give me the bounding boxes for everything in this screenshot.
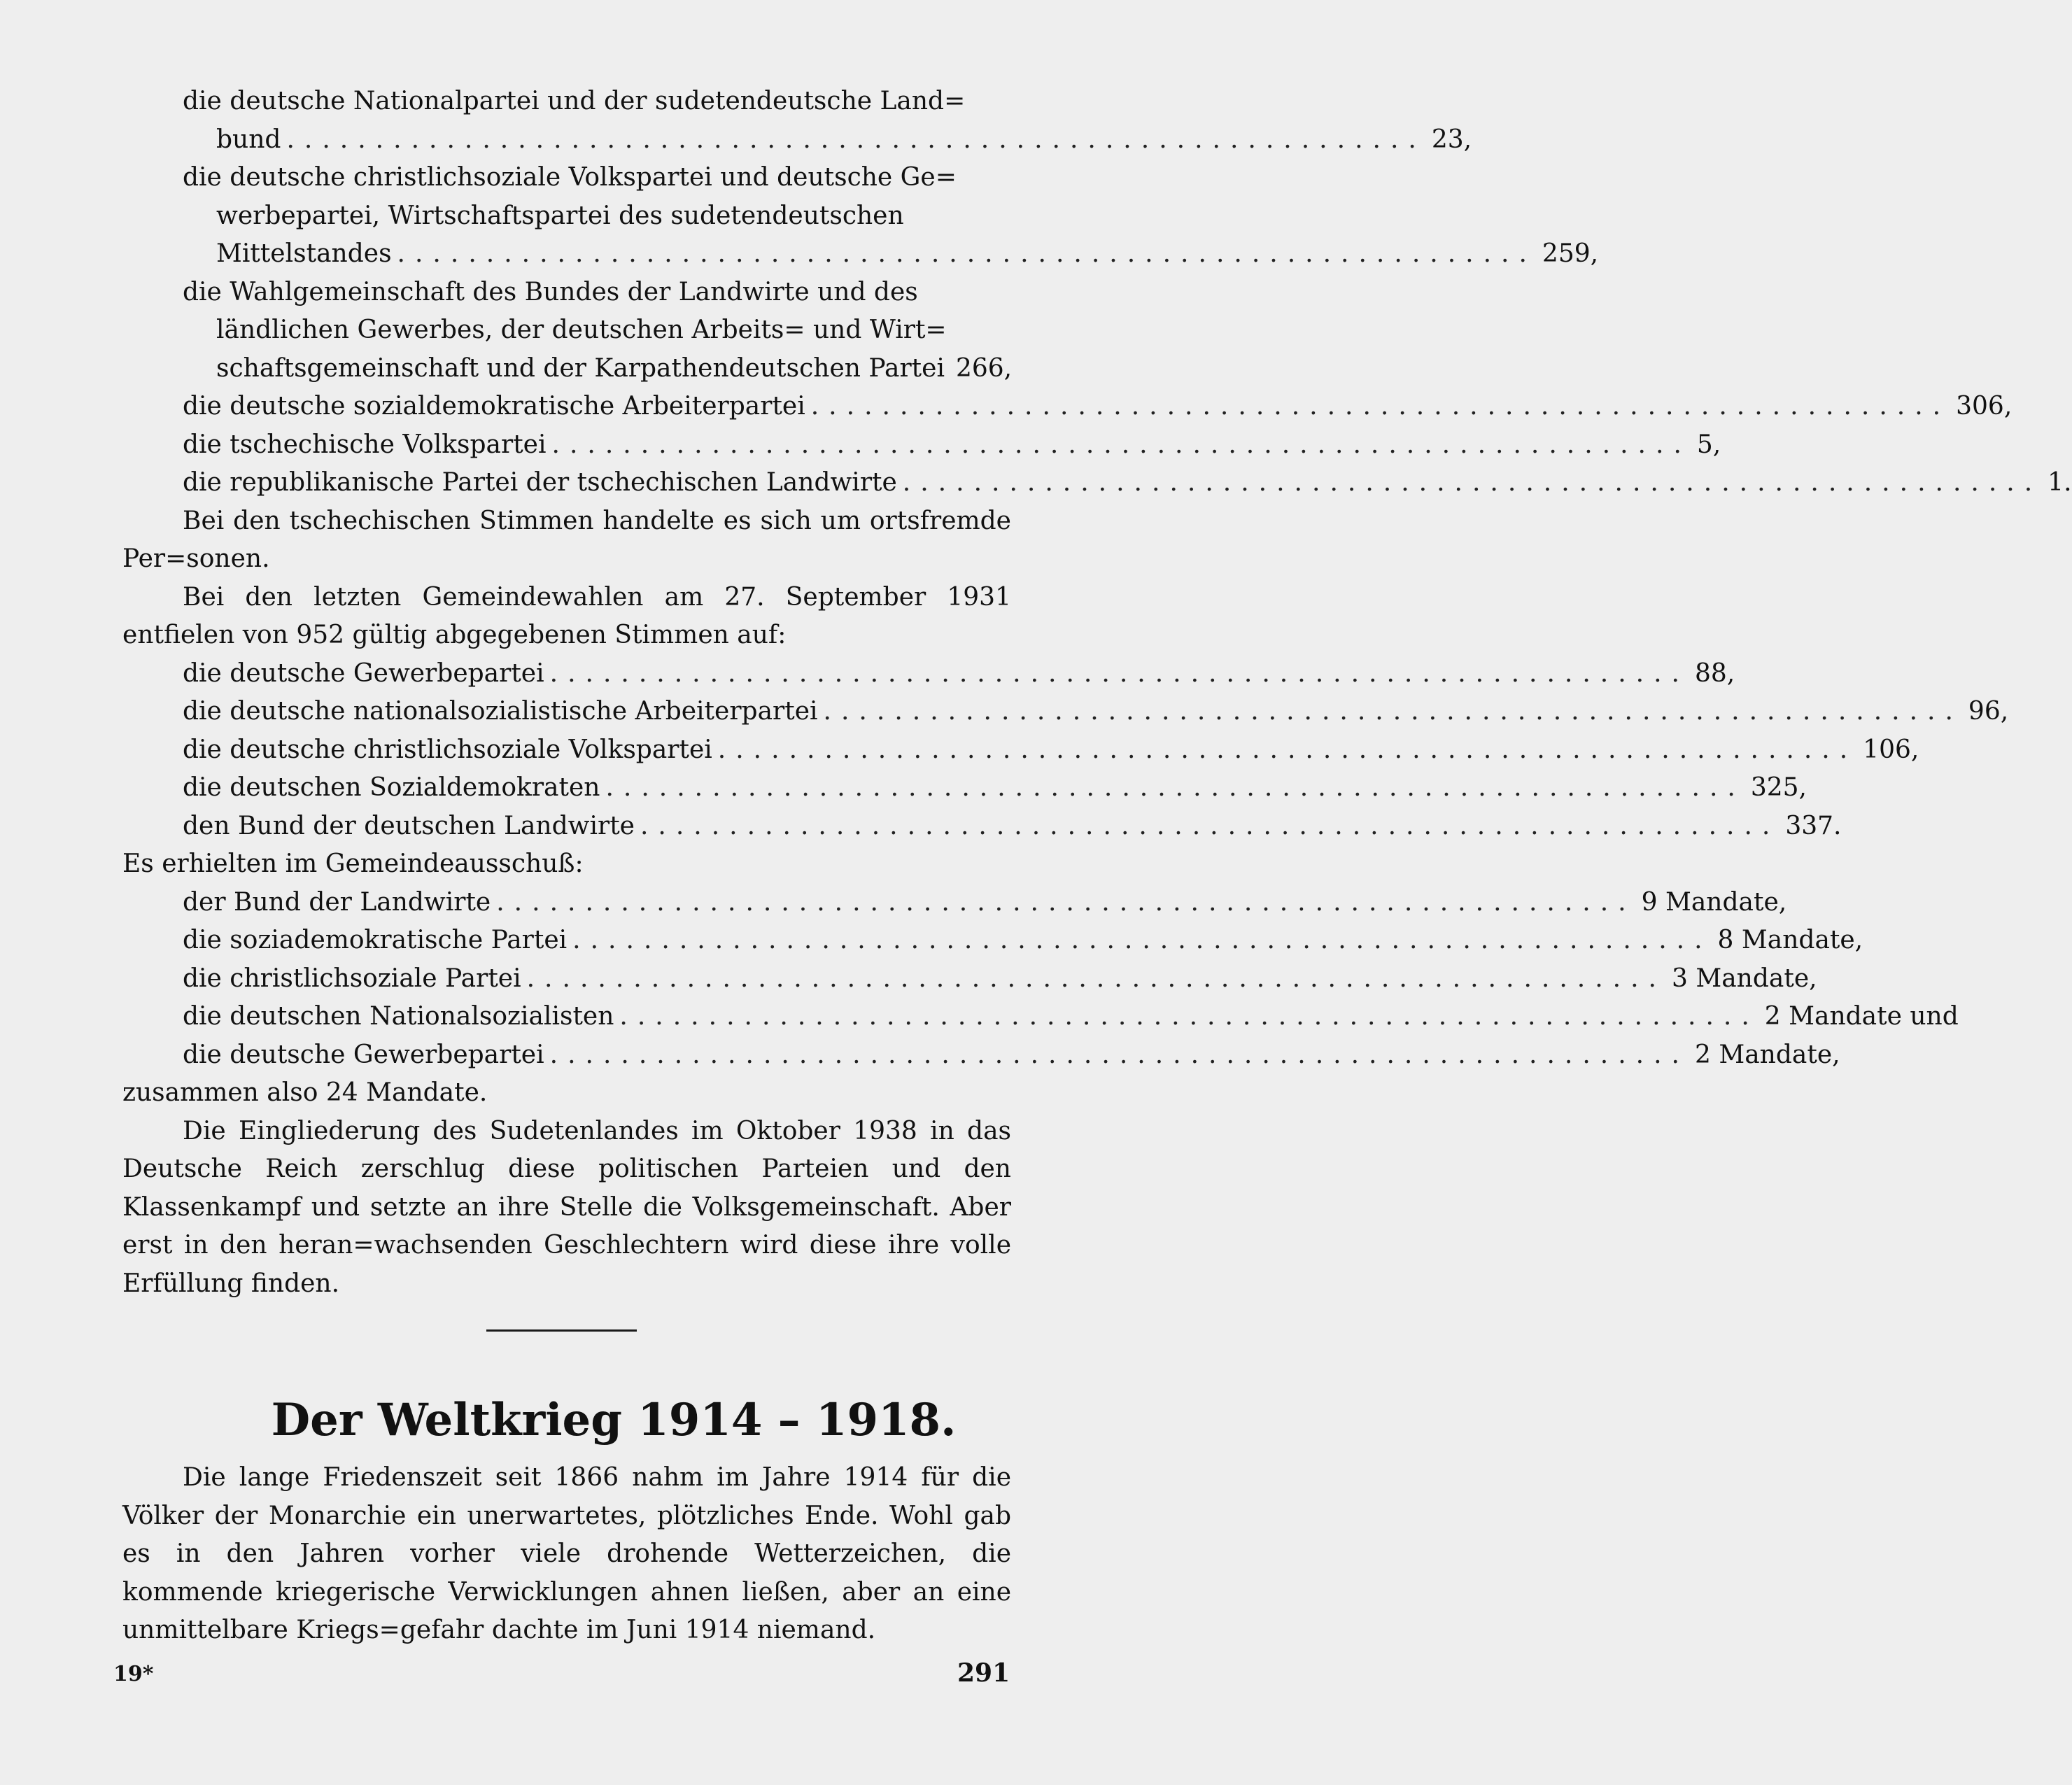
- list-item: Mittelstandes ................................................................ 259,: [183, 235, 959, 274]
- list-item: die christlichsoziale Partei ................................................................ 3 Mandate,: [183, 960, 997, 999]
- list-item: die deutsche Nationalpartei und der sudetendeutsche Land=: [183, 87, 966, 115]
- list-item: die Wahlgemeinschaft des Bundes der Landwirte und des: [183, 277, 918, 306]
- election-list-1929: [183, 83, 2072, 502]
- vote-count: 306,: [1956, 392, 2013, 421]
- mandate-count: 9 Mandate,: [1641, 887, 1787, 917]
- list-item: die deutsche Gewerbepartei ................................................................ 88,: [183, 655, 959, 693]
- list-item: die deutschen Sozialdemokraten ................................................................ 325,: [183, 769, 959, 807]
- list-item: den Bund der deutschen Landwirte ................................................................ 337.: [183, 807, 959, 846]
- list-item: ländlichen Gewerbes, der deutschen Arbeits= und Wirt=: [216, 316, 947, 344]
- list-item: die deutsche nationalsozialistische Arbeiterpartei ................................................................ 96,: [183, 693, 959, 731]
- section-divider: [486, 1329, 637, 1332]
- election-results-section: [122, 83, 2072, 1303]
- vote-count: 96,: [1968, 697, 2009, 726]
- paragraph: Es erhielten im Gemeindeausschuß:: [122, 849, 584, 878]
- paragraph: Die lange Friedenszeit seit 1866 nahm im Jahre 1914 für die Völker der Monarchie ein unerwartetes, plötzliches Ende. Wohl gab es in den Jahren vorher viele drohende Wetterzeichen, die kommende kriegerische Verwicklungen ahnen ließen, aber an eine unmittelbare Kriegs=gefahr dachte im Juni 1914 niemand.: [122, 1463, 1011, 1644]
- paragraph: Bei den tschechischen Stimmen handelte es sich um ortsfremde Per=sonen.: [122, 506, 1011, 573]
- mandate-count: 3 Mandate,: [1671, 964, 1817, 993]
- list-item: die deutschen Nationalsozialisten ................................................................ 2 Mandate und: [183, 998, 997, 1036]
- election-list-1931: [183, 655, 2009, 846]
- list-item: die soziademokratische Partei ................................................................ 8 Mandate,: [183, 922, 997, 960]
- page-number: 291: [957, 1658, 1010, 1688]
- paragraph: Die Eingliederung des Sudetenlandes im Oktober 1938 in das Deutsche Reich zerschlug diese politischen Parteien und den Klassenkampf und setzte an ihre Stelle die Volksgemeinschaft. Aber erst in den heran=wachsenden Geschlechtern wird diese ihre volle Erfüllung finden.: [122, 1116, 1011, 1298]
- section-heading: Der Weltkrieg 1914 – 1918.: [271, 1394, 957, 1446]
- list-item: bund ................................................................ 23,: [183, 121, 959, 160]
- list-item: die deutsche sozialdemokratische Arbeiterpartei ................................................................ 306,: [183, 388, 959, 426]
- vote-count: 266,: [955, 353, 1013, 383]
- vote-count: 1.: [2048, 468, 2072, 497]
- vote-count: 337.: [1785, 811, 1842, 840]
- signature-mark: 19*: [113, 1662, 154, 1686]
- list-item: der Bund der Landwirte ................................................................ 9 Mandate,: [183, 884, 997, 922]
- vote-count: 23,: [1431, 125, 1472, 154]
- war-section: [122, 1459, 1011, 1650]
- list-item: die tschechische Volkspartei ................................................................ 5,: [183, 426, 959, 465]
- vote-count: 88,: [1695, 658, 1735, 688]
- list-item: die republikanische Partei der tschechischen Landwirte ................................................................ 1.: [183, 464, 959, 502]
- list-item: die deutsche christlichsoziale Volkspartei und deutsche Ge=: [183, 163, 957, 192]
- vote-count: 5,: [1696, 430, 1721, 459]
- vote-count: 106,: [1863, 735, 1919, 764]
- paragraph: Bei den letzten Gemeindewahlen am 27. September 1931 entfielen von 952 gültig abgegebenen Stimmen auf:: [122, 582, 1011, 649]
- mandate-list: [183, 884, 1959, 1075]
- paragraph: zusammen also 24 Mandate.: [122, 1078, 488, 1107]
- mandate-count: 2 Mandate und: [1764, 1002, 1959, 1031]
- vote-count: 325,: [1750, 773, 1807, 802]
- list-item: werbepartei, Wirtschaftspartei des sudetendeutschen: [216, 201, 904, 230]
- list-item: die deutsche Gewerbepartei ................................................................ 2 Mandate,: [183, 1036, 997, 1075]
- mandate-count: 8 Mandate,: [1717, 926, 1863, 954]
- vote-count: 259,: [1542, 239, 1599, 268]
- list-item: die deutsche christlichsoziale Volkspartei ................................................................ 106,: [183, 731, 959, 770]
- mandate-count: 2 Mandate,: [1695, 1040, 1840, 1069]
- list-item: schaftsgemeinschaft und der Karpathendeutschen Partei 266,: [183, 350, 959, 388]
